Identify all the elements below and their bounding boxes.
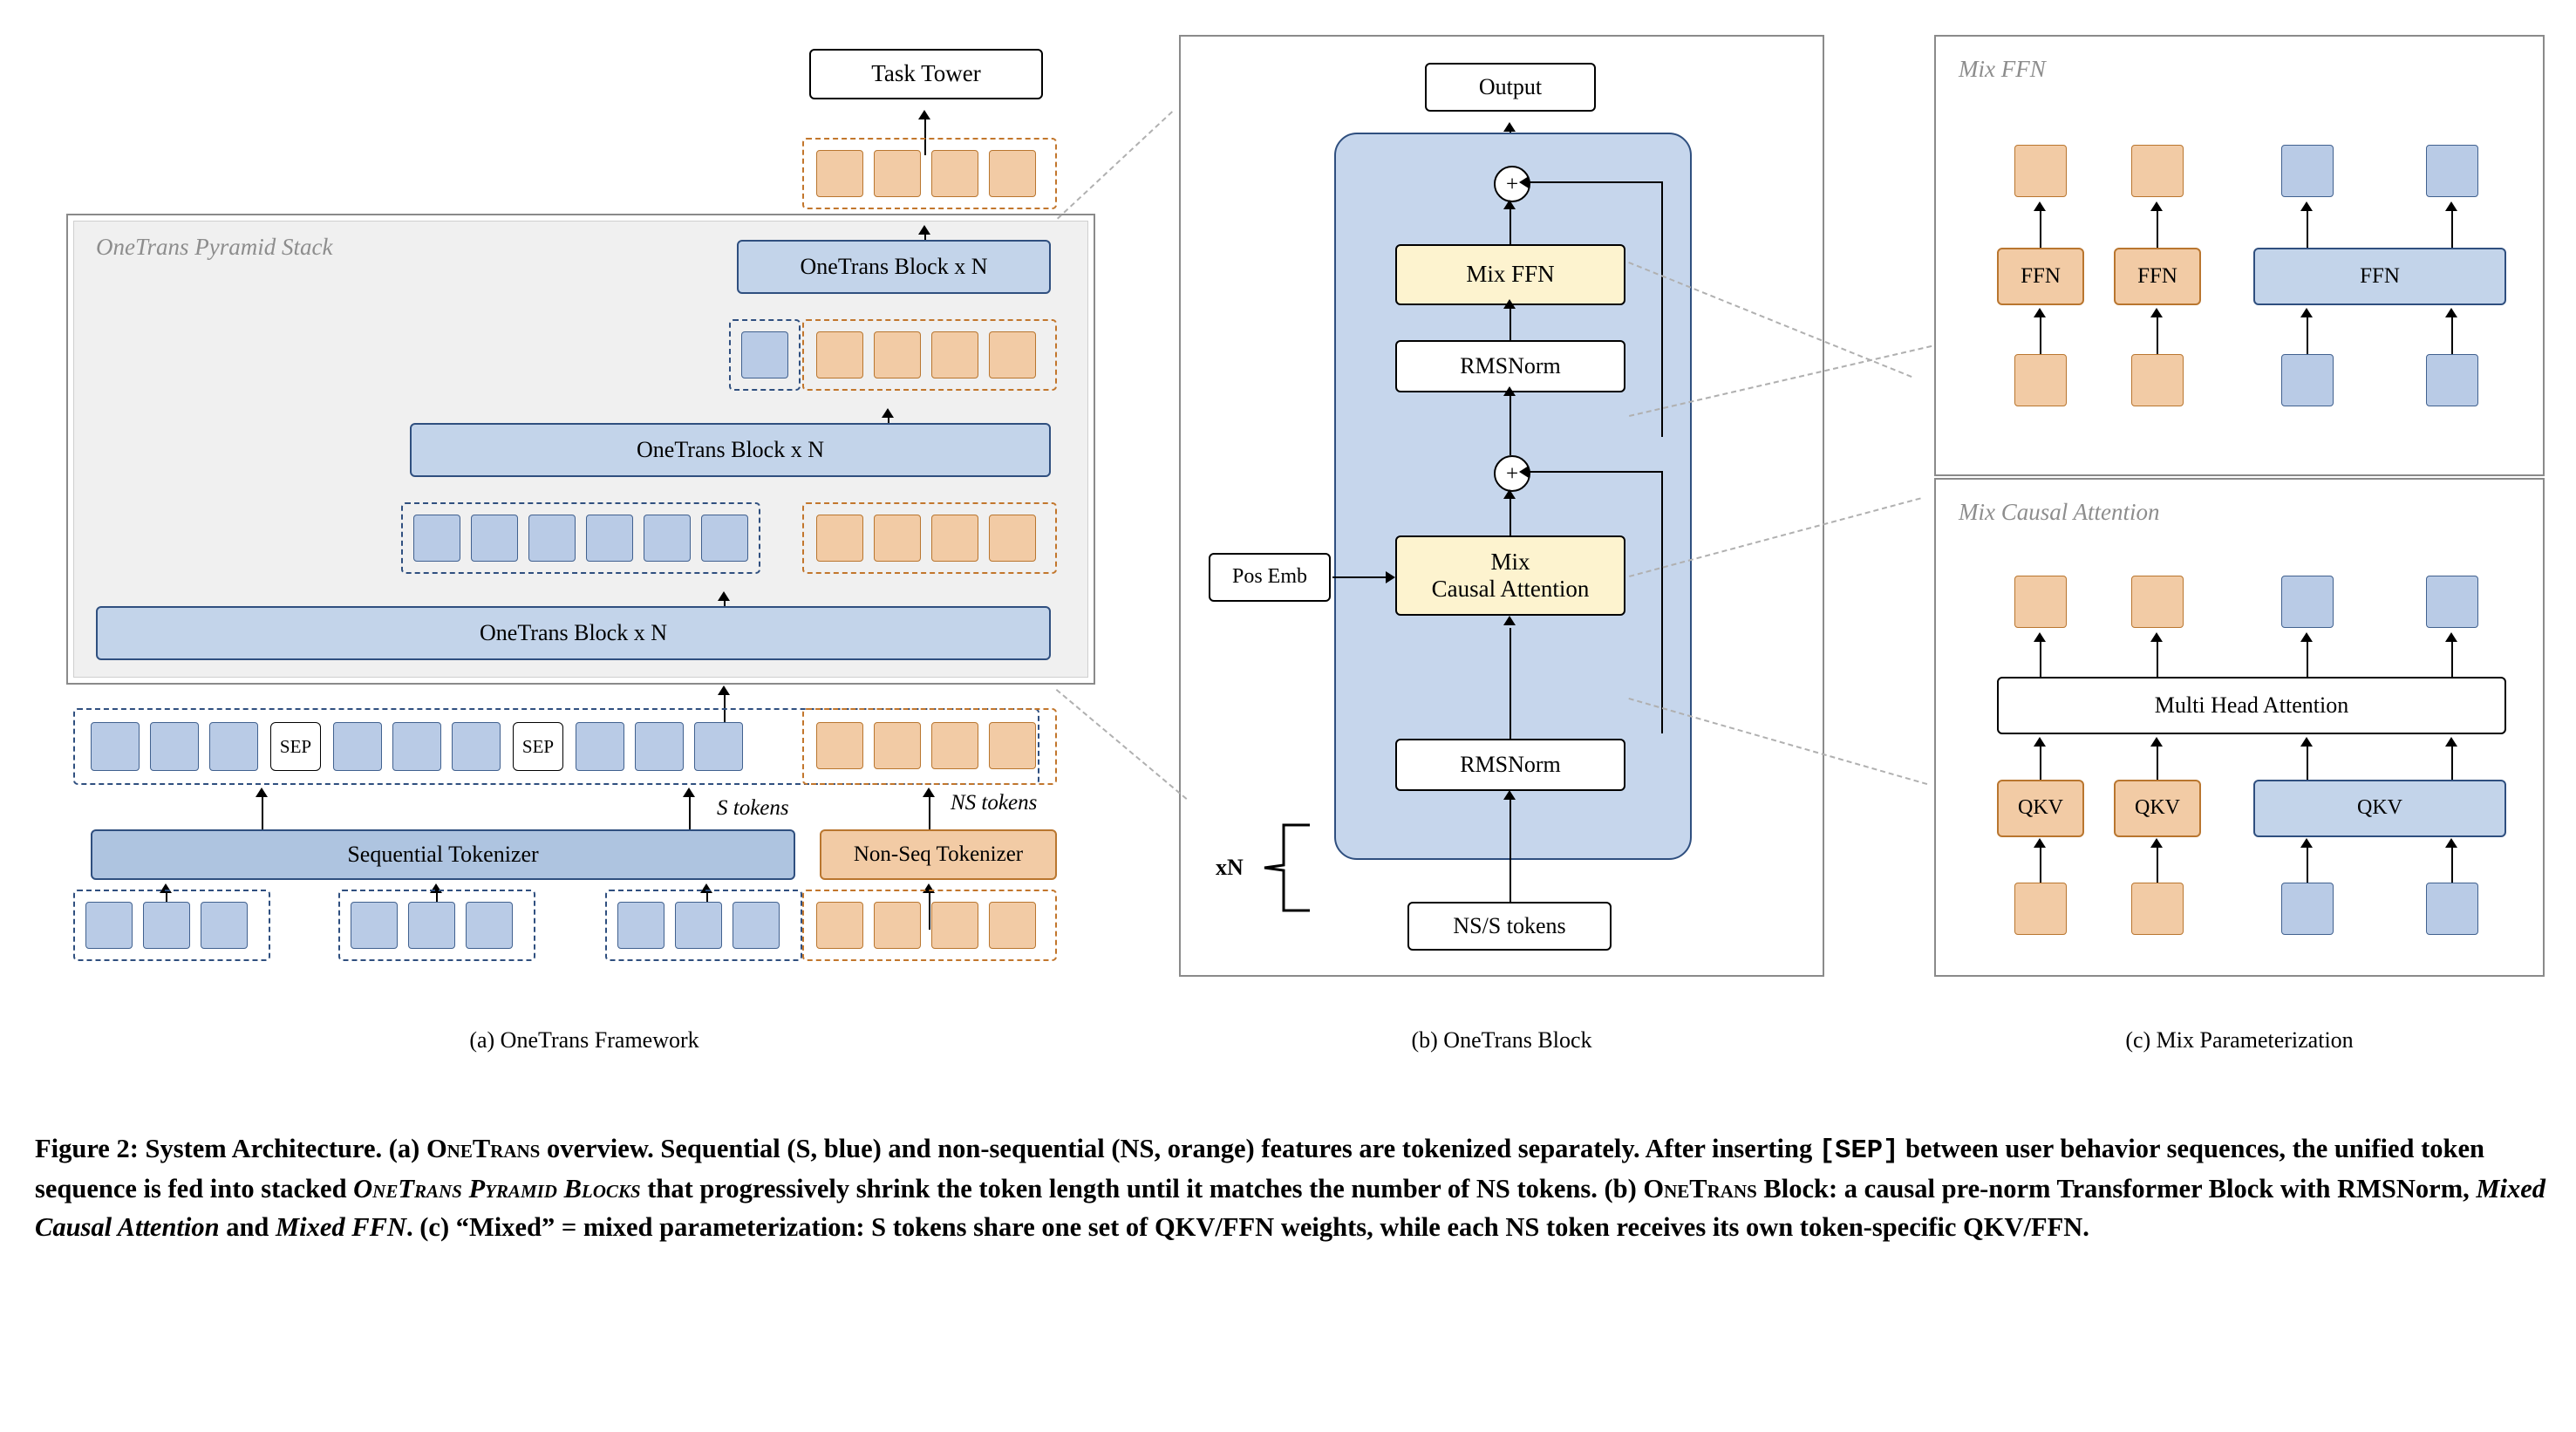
token-ns	[931, 515, 978, 562]
attn-out-token-s	[2426, 576, 2478, 628]
attn-arrow-line-qkv-1	[2040, 745, 2041, 780]
attn-arrow-line-in-3	[2307, 846, 2308, 883]
arrow-line-input	[1509, 798, 1511, 903]
ffn-arrow-head-out-3	[2300, 201, 2313, 211]
token-ns	[874, 150, 921, 197]
arrow-line-attn-to-plus	[1509, 497, 1511, 535]
arrow-head-input	[1503, 790, 1516, 800]
residual-line-bottom-vert	[1661, 472, 1663, 733]
raw-token-s	[617, 902, 664, 949]
arrow-line-posemb	[1332, 576, 1387, 578]
caption-p1: OneTrans	[426, 1134, 541, 1163]
attn-out-token-ns	[2131, 576, 2184, 628]
ffn-out-token-ns	[2131, 145, 2184, 197]
residual-line-bottom-horiz	[1527, 471, 1663, 473]
token-s	[413, 515, 460, 562]
arrow-head-tokens-to-block3	[718, 685, 730, 695]
ffn-arrow-line-out-1	[2040, 209, 2041, 248]
raw-token-s	[675, 902, 722, 949]
arrow-head-out	[1503, 122, 1516, 132]
token-ns	[989, 150, 1036, 197]
token-s	[694, 722, 743, 771]
token-s	[452, 722, 501, 771]
attn-out-token-s	[2281, 576, 2334, 628]
arrow-line-ffn-to-plus	[1509, 208, 1511, 244]
arrow-head-norm2-to-attn	[1503, 616, 1516, 625]
arrow-head-tasktower	[918, 110, 930, 119]
caption-p12: . (c) “Mixed” = mixed parameterization: S tokens share one set of QKV/FFN weights, while each NS token receives its own token-specific QKV/FFN.	[406, 1211, 2089, 1242]
zoom-connector-top	[1057, 111, 1173, 219]
pos-emb-block[interactable]: Pos Emb	[1209, 553, 1331, 602]
mix-causal-attention-block[interactable]	[1395, 535, 1625, 616]
arrow-head-attn-to-plus	[1503, 489, 1516, 499]
onetrans-block-n-mid[interactable]: OneTrans Block x N	[410, 423, 1051, 477]
ffn-box-shared-s[interactable]: FFN	[2253, 248, 2506, 305]
ffn-arrow-line-in-4	[2451, 316, 2453, 354]
token-s	[635, 722, 684, 771]
ffn-arrow-head-in-1	[2034, 308, 2046, 317]
caption-p4: between user behavior sequences, the unified token sequence is fed into stacked	[35, 1134, 2484, 1204]
caption-p3: [SEP]	[1818, 1136, 1899, 1166]
token-ns	[931, 722, 978, 769]
token-ns	[931, 150, 978, 197]
ffn-arrow-head-in-2	[2150, 308, 2163, 317]
attn-arrow-head-in-1	[2034, 838, 2046, 848]
token-ns	[874, 331, 921, 378]
attn-arrow-head-in-2	[2150, 838, 2163, 848]
residual-add-bottom: +	[1494, 455, 1530, 492]
attn-arrow-line-qkv-3	[2307, 745, 2308, 780]
zoom-connector-bottom	[1056, 689, 1188, 800]
caption-p2: overview. Sequential (S, blue) and non-sequential (NS, orange) features are tokenized separately. After inserting	[540, 1134, 1819, 1163]
panel-a-caption: (a) OneTrans Framework	[469, 1027, 699, 1053]
token-ns	[874, 515, 921, 562]
ffn-arrow-line-out-3	[2307, 209, 2308, 248]
token-s	[150, 722, 199, 771]
ffn-arrow-line-in-3	[2307, 316, 2308, 354]
token-ns	[816, 331, 863, 378]
token-ns	[989, 331, 1036, 378]
panel-b-output[interactable]: Output	[1425, 63, 1596, 112]
panel-b-input[interactable]: NS/S tokens	[1407, 902, 1612, 951]
token-s	[576, 722, 624, 771]
raw-token-s	[408, 902, 455, 949]
token-s	[701, 515, 748, 562]
token-s	[91, 722, 140, 771]
ns-tokens-label: NS tokens	[951, 791, 1038, 815]
attn-arrow-head-qkv-1	[2034, 737, 2046, 747]
ffn-in-token-ns	[2131, 354, 2184, 406]
arrow-line-seqtok-out-1	[262, 795, 263, 834]
ffn-arrow-head-out-1	[2034, 201, 2046, 211]
residual-line-top-vert	[1661, 182, 1663, 437]
token-ns	[989, 722, 1036, 769]
arrow-head-posemb	[1386, 571, 1395, 583]
arrow-line-nstok-out	[929, 795, 930, 834]
attn-arrow-line-in-2	[2157, 846, 2158, 883]
attn-arrow-head-qkv-2	[2150, 737, 2163, 747]
token-s	[586, 515, 633, 562]
attn-in-token-s	[2281, 883, 2334, 935]
token-sep-2: SEP	[513, 722, 563, 771]
onetrans-block-n-bottom[interactable]: OneTrans Block x N	[96, 606, 1051, 660]
caption-p7: OneTrans	[1643, 1174, 1757, 1204]
task-tower[interactable]: Task Tower	[809, 49, 1043, 99]
arrow-line-plus2-to-norm	[1509, 394, 1511, 455]
raw-token-s	[143, 902, 190, 949]
caption-p10: and	[219, 1211, 276, 1242]
attn-arrow-line-in-1	[2040, 846, 2041, 883]
arrow-head-nstok-out	[923, 788, 935, 797]
attn-arrow-head-out-4	[2445, 632, 2457, 642]
qkv-box-shared-s[interactable]: QKV	[2253, 780, 2506, 837]
raw-token-s	[466, 902, 513, 949]
attn-arrow-head-qkv-3	[2300, 737, 2313, 747]
arrow-head-block2-out	[882, 408, 894, 418]
token-s	[209, 722, 258, 771]
raw-token-ns	[989, 902, 1036, 949]
arrow-head-ffn-to-plus	[1503, 200, 1516, 209]
arrow-head-plus2-to-norm	[1503, 386, 1516, 396]
attn-in-token-s	[2426, 883, 2478, 935]
token-s	[741, 331, 788, 378]
panel-c-ffn-title: Mix FFN	[1959, 56, 2046, 82]
panel-b-caption: (b) OneTrans Block	[1411, 1027, 1592, 1053]
raw-token-s	[733, 902, 780, 949]
residual-line-top-horiz	[1527, 181, 1663, 183]
attn-arrow-line-out-2	[2157, 640, 2158, 677]
attn-in-token-ns	[2014, 883, 2067, 935]
token-s	[471, 515, 518, 562]
token-s	[333, 722, 382, 771]
ffn-box-ns-2[interactable]: FFN	[2114, 248, 2201, 305]
ffn-in-token-s	[2281, 354, 2334, 406]
caption-p5: OneTrans Pyramid Blocks	[353, 1174, 641, 1204]
panel-c-caption: (c) Mix Parameterization	[2125, 1027, 2354, 1053]
arrow-head-block1-out	[918, 225, 930, 235]
ffn-in-token-ns	[2014, 354, 2067, 406]
arrow-line-seqtok-out-2	[689, 795, 691, 834]
token-s	[644, 515, 691, 562]
raw-token-s	[351, 902, 398, 949]
raw-token-s	[201, 902, 248, 949]
token-s	[528, 515, 576, 562]
arrow-head-seqtok-out-1	[256, 788, 268, 797]
token-ns	[931, 331, 978, 378]
mix-causal-attention-line2: Causal Attention	[1431, 576, 1590, 602]
caption-p6: that progressively shrink the token length until it matches the number of NS tokens. (b)	[640, 1174, 1644, 1204]
residual-arrow-bottom	[1519, 466, 1529, 478]
arrow-line-norm-to-ffn	[1509, 307, 1511, 340]
mix-ffn-block[interactable]: Mix FFN	[1395, 244, 1625, 305]
ffn-arrow-line-in-2	[2157, 316, 2158, 354]
qkv-box-ns-2[interactable]: QKV	[2114, 780, 2201, 837]
s-tokens-label: S tokens	[717, 796, 789, 820]
attn-arrow-head-in-4	[2445, 838, 2457, 848]
mix-causal-attention-line1: Mix	[1490, 548, 1530, 575]
attn-arrow-line-out-3	[2307, 640, 2308, 677]
attn-arrow-head-qkv-4	[2445, 737, 2457, 747]
arrow-head-norm-to-ffn	[1503, 299, 1516, 309]
raw-token-ns	[816, 902, 863, 949]
attn-arrow-line-out-4	[2451, 640, 2453, 677]
token-ns	[989, 515, 1036, 562]
nonseq-tokenizer[interactable]: Non-Seq Tokenizer	[820, 829, 1057, 880]
ffn-arrow-line-out-2	[2157, 209, 2158, 248]
caption-p9: Mixed Causal Attention	[35, 1174, 2546, 1242]
ffn-box-ns-1[interactable]: FFN	[1997, 248, 2084, 305]
token-ns	[816, 722, 863, 769]
raw-token-s	[85, 902, 133, 949]
attn-out-token-ns	[2014, 576, 2067, 628]
figure-number: Figure 2:	[35, 1134, 139, 1163]
ffn-arrow-head-out-2	[2150, 201, 2163, 211]
rmsnorm-bottom[interactable]: RMSNorm	[1395, 739, 1625, 791]
raw-token-ns	[931, 902, 978, 949]
ffn-in-token-s	[2426, 354, 2478, 406]
attn-arrow-line-in-4	[2451, 846, 2453, 883]
attn-arrow-head-out-3	[2300, 632, 2313, 642]
ffn-arrow-line-in-1	[2040, 316, 2041, 354]
token-sep-1: SEP	[270, 722, 321, 771]
arrow-head-seqtok-out-2	[683, 788, 695, 797]
residual-arrow-top	[1519, 176, 1529, 188]
ffn-arrow-head-out-4	[2445, 201, 2457, 211]
attn-arrow-head-out-2	[2150, 632, 2163, 642]
residual-add-top: +	[1494, 166, 1530, 202]
ffn-arrow-head-in-3	[2300, 308, 2313, 317]
raw-token-ns	[874, 902, 921, 949]
token-ns	[816, 515, 863, 562]
ffn-arrow-head-in-4	[2445, 308, 2457, 317]
attn-arrow-head-in-3	[2300, 838, 2313, 848]
attn-arrow-head-out-1	[2034, 632, 2046, 642]
attn-in-token-ns	[2131, 883, 2184, 935]
caption-p11: Mixed FFN	[276, 1211, 406, 1242]
ffn-arrow-line-out-4	[2451, 209, 2453, 248]
arrow-head-block3-out	[718, 591, 730, 601]
repeat-label: xN	[1216, 855, 1244, 880]
caption-p0: System Architecture. (a)	[145, 1134, 426, 1163]
token-s	[392, 722, 441, 771]
rmsnorm-top[interactable]: RMSNorm	[1395, 340, 1625, 392]
onetrans-block-n-top[interactable]: OneTrans Block x N	[737, 240, 1051, 294]
ffn-out-token-s	[2426, 145, 2478, 197]
repeat-brace	[1249, 820, 1319, 916]
attn-arrow-line-qkv-4	[2451, 745, 2453, 780]
ffn-out-token-ns	[2014, 145, 2067, 197]
arrow-line-norm2	[1509, 628, 1511, 740]
panel-c-attn-title: Mix Causal Attention	[1959, 499, 2160, 525]
sequential-tokenizer[interactable]: Sequential Tokenizer	[91, 829, 795, 880]
figure-caption	[35, 1130, 2546, 1246]
qkv-box-ns-1[interactable]: QKV	[1997, 780, 2084, 837]
multi-head-attention-box[interactable]: Multi Head Attention	[1997, 677, 2506, 734]
attn-arrow-line-out-1	[2040, 640, 2041, 677]
caption-p8: Block: a causal pre-norm Transformer Block with RMSNorm,	[1756, 1174, 2477, 1204]
pyramid-stack-title: OneTrans Pyramid Stack	[96, 234, 333, 260]
token-ns	[816, 150, 863, 197]
ffn-out-token-s	[2281, 145, 2334, 197]
attn-arrow-line-qkv-2	[2157, 745, 2158, 780]
token-ns	[874, 722, 921, 769]
